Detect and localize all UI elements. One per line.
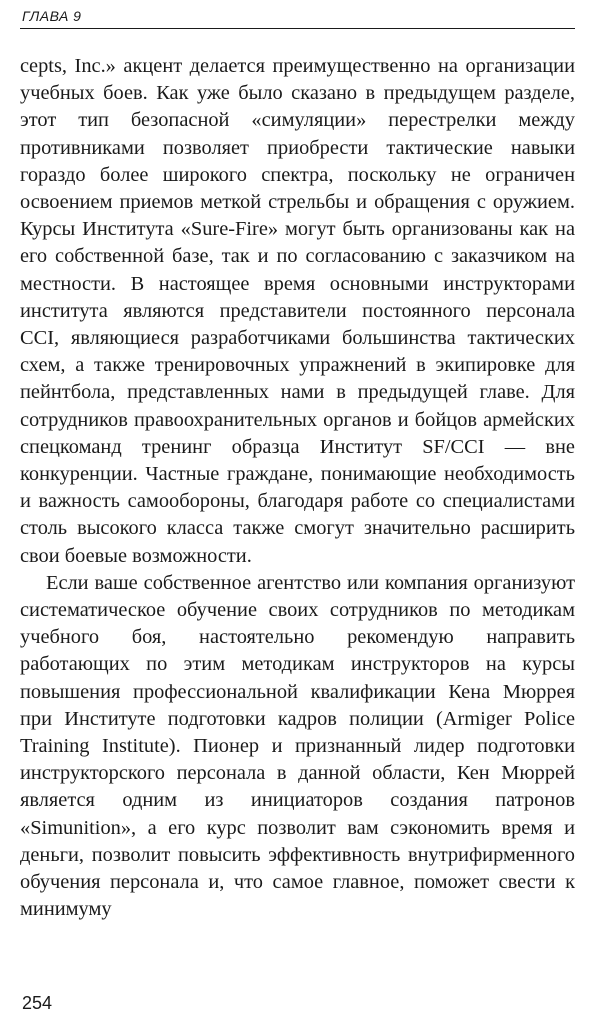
paragraph-1: cepts, Inc.» акцент делается преимущественно на организации учебных боев. Как уже было сказано в предыдущем разделе, этот тип безопасной «симуляции» перестрелки между противниками позволяет приобрести тактические навыки гораздо более широкого спектра, поскольку не ограничен освоением приемов меткой стрельбы и обращения с оружием. Курсы Института «Sure-Fire» могут быть организованы как на его собственной базе, так и по согласованию с заказчиком на местности. В настоящее время основными инструкторами института являются представители постоянного персонала CCI, являющиеся разработчиками большинства тактических схем, а также тренировочных упражнений в экипировке для пейнтбола, представленных нами в предыдущей главе. Для сотрудников правоохранительных органов и бойцов армейских спецкоманд тренинг образца Институт SF/CCI — вне конкуренции. Частные граждане, понимающие необходимость и важность самообороны, благодаря работе со специалистами столь высокого класса также смогут значительно расширить свои боевые возможности. [20, 55, 575, 567]
page-number: 254 [22, 993, 53, 1013]
body-text [20, 53, 575, 924]
paragraph-2: Если ваше собственное агентство или компания организуют систематическое обучение своих сотрудников по методикам учебного боя, настоятельно рекомендую направить работающих по этим методикам инструкторов на курсы повышения профессиональной квалификации Кена Мюррея при Институте подготовки кадров полиции (Armiger Police Training Institute). Пионер и признанный лидер подготовки инструкторского персонала в данной области, Кен Мюррей является одним из инициаторов создания патронов «Simunition», а его курс позволит вам сэкономить время и деньги, позволит повысить эффективность внутрифирменного обучения персонала и, что самое главное, поможет свести к минимуму [20, 571, 575, 921]
header-rule [20, 28, 575, 29]
running-head: ГЛАВА 9 [22, 8, 82, 24]
